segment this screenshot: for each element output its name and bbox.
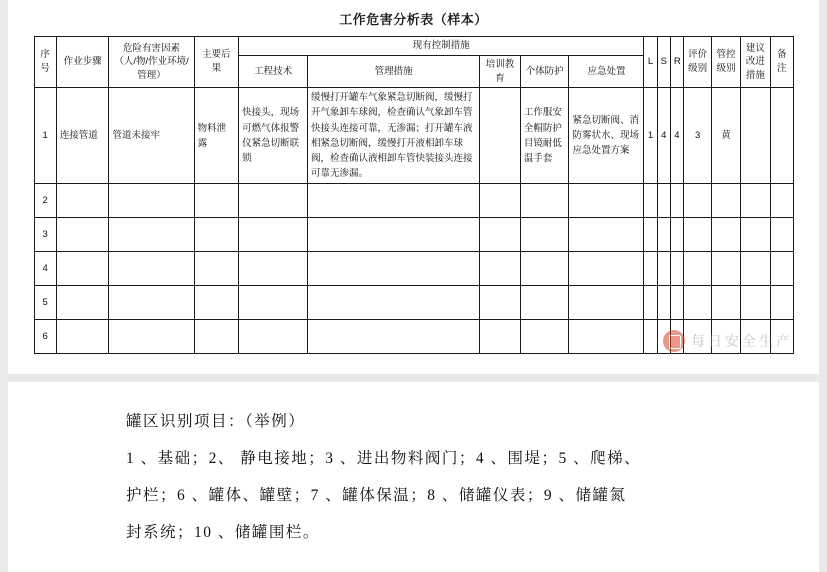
- cell-eval-level: [683, 218, 711, 252]
- cell-remark: [771, 218, 793, 252]
- cell-engineering: [239, 252, 308, 286]
- wechat-logo-icon: [663, 330, 685, 352]
- cell-step: [56, 286, 109, 320]
- cell-r: 4: [670, 88, 683, 184]
- jha-table-card: [8, 0, 819, 374]
- cell-consequence: [194, 184, 239, 218]
- header-ppe: 个体防护: [520, 55, 569, 88]
- header-hazard: 危险有害因素（人/物/作业环境/管理）: [109, 37, 194, 88]
- watermark: [663, 330, 793, 352]
- cell-s: [657, 218, 670, 252]
- cell-improvement: [740, 88, 770, 184]
- page-title: 工作危害分析表（样本）: [339, 12, 488, 27]
- header-step: 作业步骤: [56, 37, 109, 88]
- cell-s: [657, 184, 670, 218]
- cell-r: [670, 218, 683, 252]
- cell-training: [480, 218, 521, 252]
- header-engineering: 工程技术: [239, 55, 308, 88]
- header-eval-level: 评价级别: [683, 37, 711, 88]
- table-row: [34, 88, 793, 184]
- cell-management: 缓慢打开罐车气象紧急切断阀，缓慢打开气象卸车球阀，检查确认气象卸车管快接头连接可靠，无渗漏；打开罐车液相紧急切断阀，缓慢打开液相卸车球阀，检查确认液相卸车管快装接头连接可靠无渗漏。: [308, 88, 480, 184]
- cell-consequence: [194, 252, 239, 286]
- cell-training: [480, 88, 521, 184]
- cell-emergency: [569, 218, 644, 252]
- cell-training: [480, 286, 521, 320]
- cell-ppe: [520, 320, 569, 354]
- cell-l: [644, 320, 657, 354]
- cell-management: [308, 286, 480, 320]
- cell-step: [56, 218, 109, 252]
- cell-training: [480, 184, 521, 218]
- cell-r: [670, 286, 683, 320]
- cell-remark: [771, 252, 793, 286]
- cell-engineering: [239, 320, 308, 354]
- cell-remark: [771, 88, 793, 184]
- cell-eval-level: 3: [683, 88, 711, 184]
- header-r: R: [670, 37, 683, 88]
- header-emergency: 应急处置: [569, 55, 644, 88]
- tank-area-items-body: [8, 382, 819, 547]
- cell-engineering: [239, 184, 308, 218]
- header-improvement: 建议改进措施: [740, 37, 770, 88]
- cell-eval-level: [683, 184, 711, 218]
- items-line-3: 封系统；10 、储罐围栏。: [126, 524, 320, 542]
- items-line-2: 护栏；6 、罐体、罐壁；7 、罐体保温；8 、储罐仪表；9 、储罐氮: [126, 487, 627, 505]
- cell-consequence: [194, 320, 239, 354]
- header-consequence: 主要后果: [194, 37, 239, 88]
- section-heading: 罐区识别项目：（举例）: [126, 413, 306, 430]
- cell-eval-level: [683, 286, 711, 320]
- tank-area-items-card: [8, 382, 819, 572]
- jha-table: [34, 36, 794, 354]
- cell-no: 4: [34, 252, 56, 286]
- cell-hazard: [109, 286, 194, 320]
- header-s: S: [657, 37, 670, 88]
- table-header-row-1: [34, 37, 793, 56]
- cell-eval-level: [683, 252, 711, 286]
- cell-s: [657, 252, 670, 286]
- cell-ppe: [520, 286, 569, 320]
- cell-control-level: 黄: [712, 88, 740, 184]
- cell-l: [644, 286, 657, 320]
- cell-control-level: [712, 252, 740, 286]
- cell-control-level: [712, 184, 740, 218]
- cell-hazard: [109, 320, 194, 354]
- cell-emergency: [569, 286, 644, 320]
- cell-hazard: [109, 218, 194, 252]
- cell-no: 1: [34, 88, 56, 184]
- cell-improvement: [740, 184, 770, 218]
- cell-control-level: [712, 286, 740, 320]
- cell-emergency: 紧急切断阀、消防雾状水、现场应急处置方案: [569, 88, 644, 184]
- cell-engineering: [239, 286, 308, 320]
- cell-s: [657, 286, 670, 320]
- cell-management: [308, 320, 480, 354]
- cell-no: 6: [34, 320, 56, 354]
- cell-emergency: [569, 252, 644, 286]
- table-row: [34, 252, 793, 286]
- table-row: [34, 184, 793, 218]
- cell-l: [644, 252, 657, 286]
- cell-ppe: [520, 252, 569, 286]
- cell-r: [670, 184, 683, 218]
- cell-consequence: [194, 286, 239, 320]
- cell-engineering: [239, 218, 308, 252]
- cell-ppe: [520, 184, 569, 218]
- header-no: 序号: [34, 37, 56, 88]
- cell-l: [644, 218, 657, 252]
- cell-management: [308, 252, 480, 286]
- cell-improvement: [740, 252, 770, 286]
- header-controls: 现有控制措施: [239, 37, 644, 56]
- watermark-label: 每日安全生产: [691, 333, 793, 349]
- cell-training: [480, 252, 521, 286]
- cell-management: [308, 184, 480, 218]
- header-remark: 备注: [771, 37, 793, 88]
- cell-hazard: 管道未接牢: [109, 88, 194, 184]
- cell-hazard: [109, 252, 194, 286]
- cell-improvement: [740, 286, 770, 320]
- cell-control-level: [712, 218, 740, 252]
- cell-ppe: [520, 218, 569, 252]
- cell-step: [56, 184, 109, 218]
- cell-step: [56, 320, 109, 354]
- cell-step: 连接管道: [56, 88, 109, 184]
- cell-management: [308, 218, 480, 252]
- cell-remark: [771, 286, 793, 320]
- cell-training: [480, 320, 521, 354]
- header-training: 培训教育: [480, 55, 521, 88]
- cell-no: 5: [34, 286, 56, 320]
- cell-s: 4: [657, 88, 670, 184]
- cell-step: [56, 252, 109, 286]
- cell-improvement: [740, 218, 770, 252]
- items-line-1: 1 、基础；2、 静电接地；3 、进出物料阀门；4 、围堤；5 、爬梯、: [126, 450, 642, 468]
- cell-r: [670, 252, 683, 286]
- cell-no: 2: [34, 184, 56, 218]
- cell-l: [644, 184, 657, 218]
- table-row: [34, 286, 793, 320]
- cell-consequence: 物料泄露: [194, 88, 239, 184]
- table-row: [34, 218, 793, 252]
- cell-ppe: 工作服安全帽防护目镜耐低温手套: [520, 88, 569, 184]
- cell-no: 3: [34, 218, 56, 252]
- cell-emergency: [569, 184, 644, 218]
- cell-l: 1: [644, 88, 657, 184]
- cell-engineering: 快接头，现场可燃气体报警仪紧急切断联锁: [239, 88, 308, 184]
- header-l: L: [644, 37, 657, 88]
- cell-remark: [771, 184, 793, 218]
- header-management: 管理措施: [308, 55, 480, 88]
- header-control-level: 管控级别: [712, 37, 740, 88]
- cell-hazard: [109, 184, 194, 218]
- cell-consequence: [194, 218, 239, 252]
- cell-emergency: [569, 320, 644, 354]
